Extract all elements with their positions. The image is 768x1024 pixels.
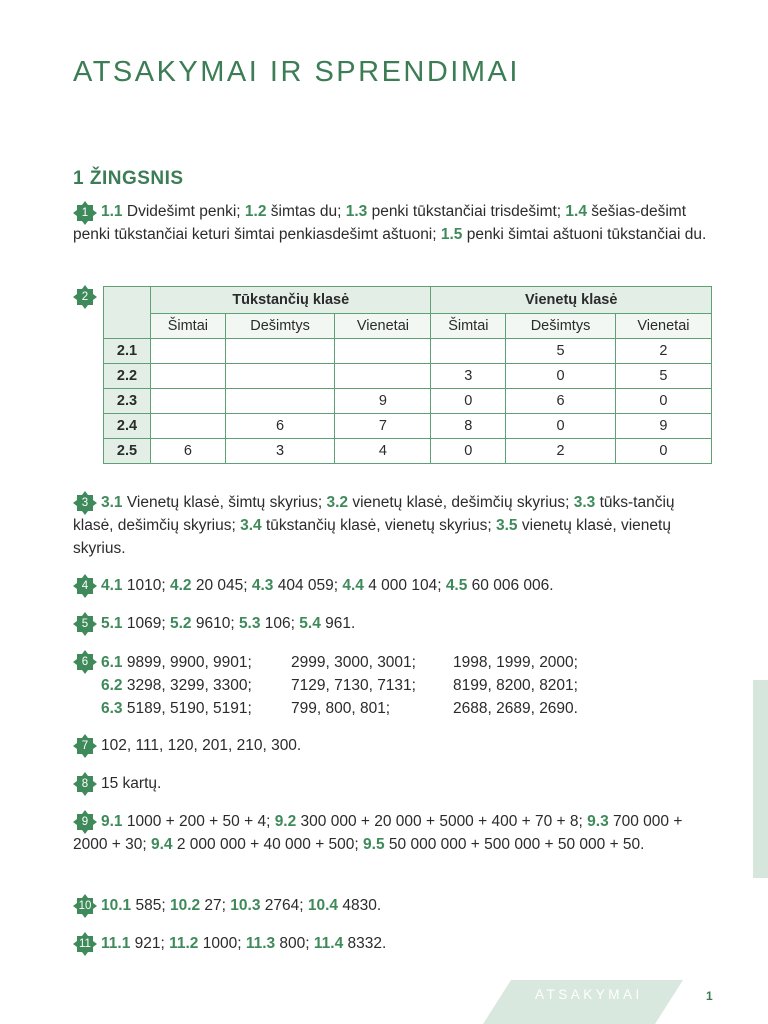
table-column-header: Šimtai [151,314,226,339]
answer-3: 3.1 Vienetų klasė, šimtų skyrius; 3.2 vienetų klasė, dešimčių skyrius; 3.3 tūks-tančių klasė, dešimčių skyrius; 3.4 tūkstančių klasė, vienetų skyrius; 3.5 vienetų klasė, vienetų skyrius. [73,494,675,557]
table-column-header: Vienetai [335,314,431,339]
footer-label: ATSAKYMAI [535,987,643,1002]
task-badge-icon: 9 [73,810,97,834]
answer-6 [101,651,613,720]
task-badge-icon: 5 [73,612,97,636]
list-item: 6.1 9899, 9900, 9901; 2999, 3000, 3001; 1998, 1999, 2000; [101,654,578,671]
answer-8: 15 kartų. [101,775,162,792]
answer-5: 5.1 1069; 5.2 9610; 5.3 106; 5.4 961. [101,615,356,632]
table-row: 2.3 9 0 6 0 [104,389,712,414]
table-column-header: Dešimtys [506,314,616,339]
answer-9: 9.1 1000 + 200 + 50 + 4; 9.2 300 000 + 20 000 + 5000 + 400 + 70 + 8; 9.3 700 000 + 2000 + 30; 9.4 2 000 000 + 40 000 + 500; 9.5 50 000 000 + 500 000 + 50 000 + 50. [73,813,683,853]
section-heading: 1 ŽINGSNIS [73,168,184,189]
task-badge-icon: 11 [73,932,97,956]
answer-10: 10.1 585; 10.2 27; 10.3 2764; 10.4 4830. [101,897,382,914]
table-row: 2.4 6 7 8 0 9 [104,414,712,439]
task-badge-icon: 6 [73,650,97,674]
answer-4: 4.1 1010; 4.2 20 045; 4.3 404 059; 4.4 4 000 104; 4.5 60 006 006. [101,577,554,594]
task-badge-icon: 8 [73,772,97,796]
list-item: 6.3 5189, 5190, 5191; 799, 800, 801; 2688, 2689, 2690. [101,700,578,717]
answer-7: 102, 111, 120, 201, 210, 300. [101,737,302,754]
list-item: 6.2 3298, 3299, 3300; 7129, 7130, 7131; 8199, 8200, 8201; [101,677,578,694]
table-row: 2.2 3 0 5 [104,364,712,389]
table-group-header: Tūkstančių klasė [151,287,431,314]
task-badge-icon: 3 [73,491,97,515]
page-title: ATSAKYMAI IR SPRENDIMAI [73,56,520,88]
task-badge-icon: 10 [73,894,97,918]
table-column-header: Šimtai [431,314,506,339]
table-column-header: Dešimtys [225,314,335,339]
task-badge-icon: 7 [73,734,97,758]
table-group-header: Vienetų klasė [431,287,712,314]
task-badge-icon: 1 [73,201,97,225]
task-badge-icon: 4 [73,574,97,598]
table-corner [104,287,151,339]
page-number: 1 [706,989,713,1003]
side-decoration [753,680,768,878]
table-column-header: Vienetai [615,314,711,339]
task-badge-icon: 2 [73,285,97,309]
place-value-table [103,286,712,464]
answer-11: 11.1 921; 11.2 1000; 11.3 800; 11.4 8332. [101,935,387,952]
answer-1: 1.1 Dvidešimt penki; 1.2 šimtas du; 1.3 penki tūkstančiai trisdešimt; 1.4 šešias-dešimt penki tūkstančiai keturi šimtai penkiasdešimt aštuoni; 1.5 penki šimtai aštuoni tūkstančiai du. [73,203,707,243]
table-row: 2.5 6 3 4 0 2 0 [104,439,712,464]
table-row: 2.1 5 2 [104,339,712,364]
